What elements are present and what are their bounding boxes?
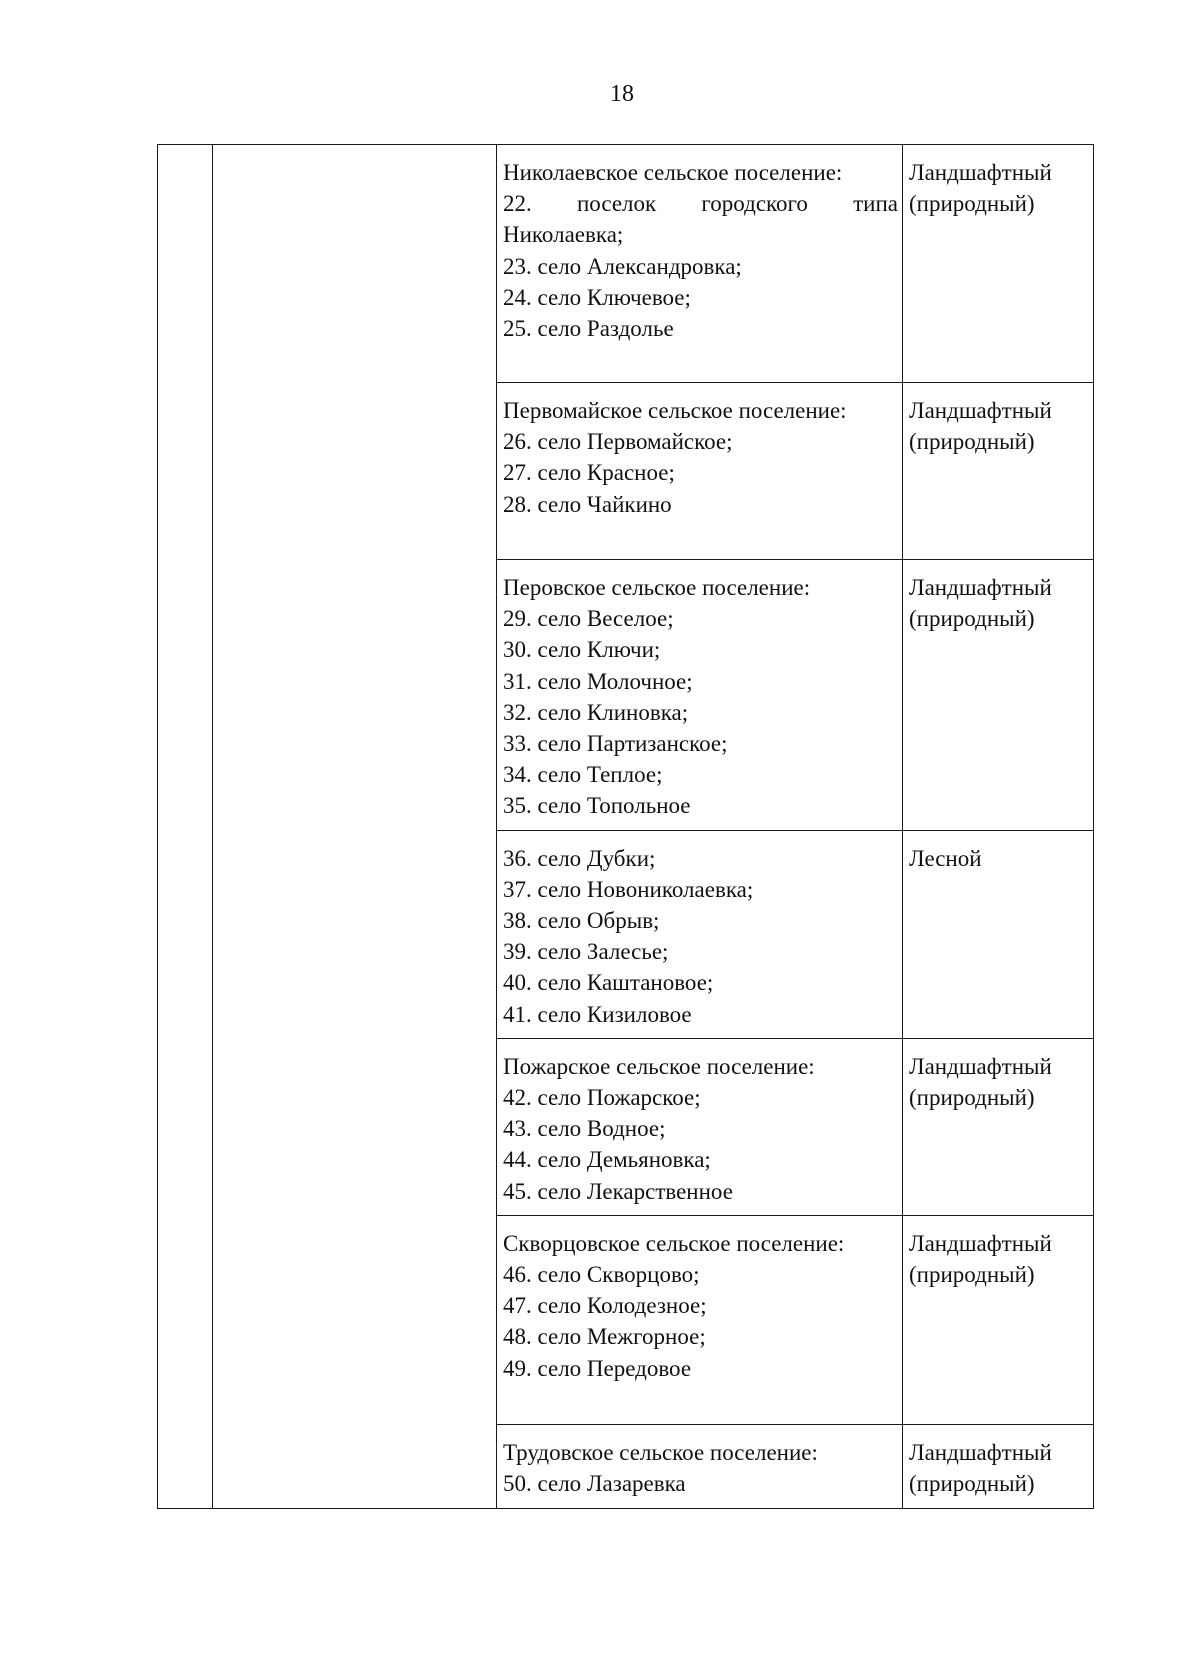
settlements-cell [497, 1038, 903, 1215]
settlement-item: 44. село Демьяновка; [503, 1147, 711, 1173]
settlements-cell [497, 830, 903, 1038]
settlements-cell [497, 145, 903, 383]
settlement-item: 32. село Клиновка; [503, 699, 689, 725]
type-line: (природный) [909, 1085, 1035, 1111]
settlement-item: 35. село Топольное [503, 793, 691, 819]
settlement-item: 31. село Молочное; [503, 668, 693, 694]
settlement-item: 39. село Залесье; [503, 939, 669, 965]
settlement-heading: Скворцовское сельское поселение: [503, 1230, 845, 1256]
settlement-item: 30. село Ключи; [503, 637, 661, 663]
settlement-item: 23. село Александровка; [503, 253, 742, 279]
settlements-cell [497, 1215, 903, 1424]
settlements-list [497, 831, 902, 1038]
type-cell [903, 145, 1094, 383]
type-line: Ландшафтный [909, 1439, 1052, 1465]
settlement-item: 46. село Скворцово; [503, 1262, 700, 1288]
type-label [903, 1039, 1093, 1121]
type-label [903, 831, 1093, 882]
settlement-item: 38. село Обрыв; [503, 908, 660, 934]
number-column-cell [158, 145, 213, 1509]
settlement-item: 43. село Водное; [503, 1116, 666, 1142]
settlement-item: 28. село Чайкино [503, 491, 672, 517]
settlement-item: 27. село Красное; [503, 460, 675, 486]
type-label [903, 560, 1093, 642]
settlements-list [497, 383, 902, 528]
type-line: (природный) [909, 1262, 1035, 1288]
type-cell [903, 1038, 1094, 1215]
settlement-item: 36. село Дубки; [503, 845, 656, 871]
type-line: Ландшафтный [909, 160, 1052, 185]
settlements-cell [497, 560, 903, 831]
settlement-item: 48. село Межгорное; [503, 1324, 706, 1350]
type-label [903, 1216, 1093, 1298]
page-number: 18 [610, 81, 634, 107]
settlement-item: 45. село Лекарственное [503, 1178, 733, 1204]
settlement-heading: Пожарское сельское поселение: [503, 1053, 815, 1079]
settlement-item: 25. село Раздолье [503, 316, 674, 342]
settlement-item: 42. село Пожарское; [503, 1085, 701, 1111]
settlements-list [497, 1425, 902, 1507]
type-label [903, 383, 1093, 465]
settlement-item: 47. село Колодезное; [503, 1293, 707, 1319]
settlements-list [497, 1216, 902, 1392]
type-line: Лесной [909, 845, 982, 871]
settlement-item: 22. поселок городского типа Николаевка; [503, 191, 898, 248]
settlement-item: 24. село Ключевое; [503, 284, 691, 310]
settlement-item: 50. село Лазаревка [503, 1471, 686, 1497]
type-label [903, 1425, 1093, 1507]
type-line: (природный) [909, 606, 1035, 632]
settlements-list [497, 560, 902, 830]
settlement-heading: Перовское сельское поселение: [503, 575, 811, 600]
settlements-cell [497, 1424, 903, 1508]
type-line: (природный) [909, 191, 1035, 217]
settlement-item: 29. село Веселое; [503, 606, 674, 632]
settlements-list [497, 1039, 902, 1215]
settlement-item: 33. село Партизанское; [503, 731, 728, 757]
settlement-heading: Трудовское сельское поселение: [503, 1439, 818, 1465]
settlements-list [497, 145, 902, 352]
settlement-heading: Первомайское сельское поселение: [503, 398, 847, 423]
type-cell [903, 830, 1094, 1038]
type-cell [903, 1424, 1094, 1508]
type-line: Ландшафтный [909, 575, 1052, 600]
table-row [158, 145, 1094, 383]
settlement-item: 49. село Передовое [503, 1355, 692, 1381]
settlement-item: 26. село Первомайское; [503, 429, 733, 455]
settlement-item: 41. село Кизиловое [503, 1001, 692, 1027]
settlements-table [157, 144, 1094, 1509]
settlements-table-body [158, 145, 1094, 1509]
settlement-item: 34. село Теплое; [503, 762, 663, 788]
type-cell [903, 383, 1094, 560]
type-line: Ландшафтный [909, 1230, 1052, 1256]
type-line: Ландшафтный [909, 1053, 1052, 1079]
type-cell [903, 1215, 1094, 1424]
type-line: (природный) [909, 1471, 1035, 1497]
settlements-cell [497, 383, 903, 560]
name-column-cell [213, 145, 497, 1509]
type-cell [903, 560, 1094, 831]
type-label [903, 145, 1093, 227]
settlement-heading: Николаевское сельское поселение: [503, 160, 843, 185]
type-line: (природный) [909, 429, 1035, 455]
settlement-item: 40. село Каштановое; [503, 970, 714, 996]
type-line: Ландшафтный [909, 398, 1052, 423]
settlement-item: 37. село Новониколаевка; [503, 876, 754, 902]
